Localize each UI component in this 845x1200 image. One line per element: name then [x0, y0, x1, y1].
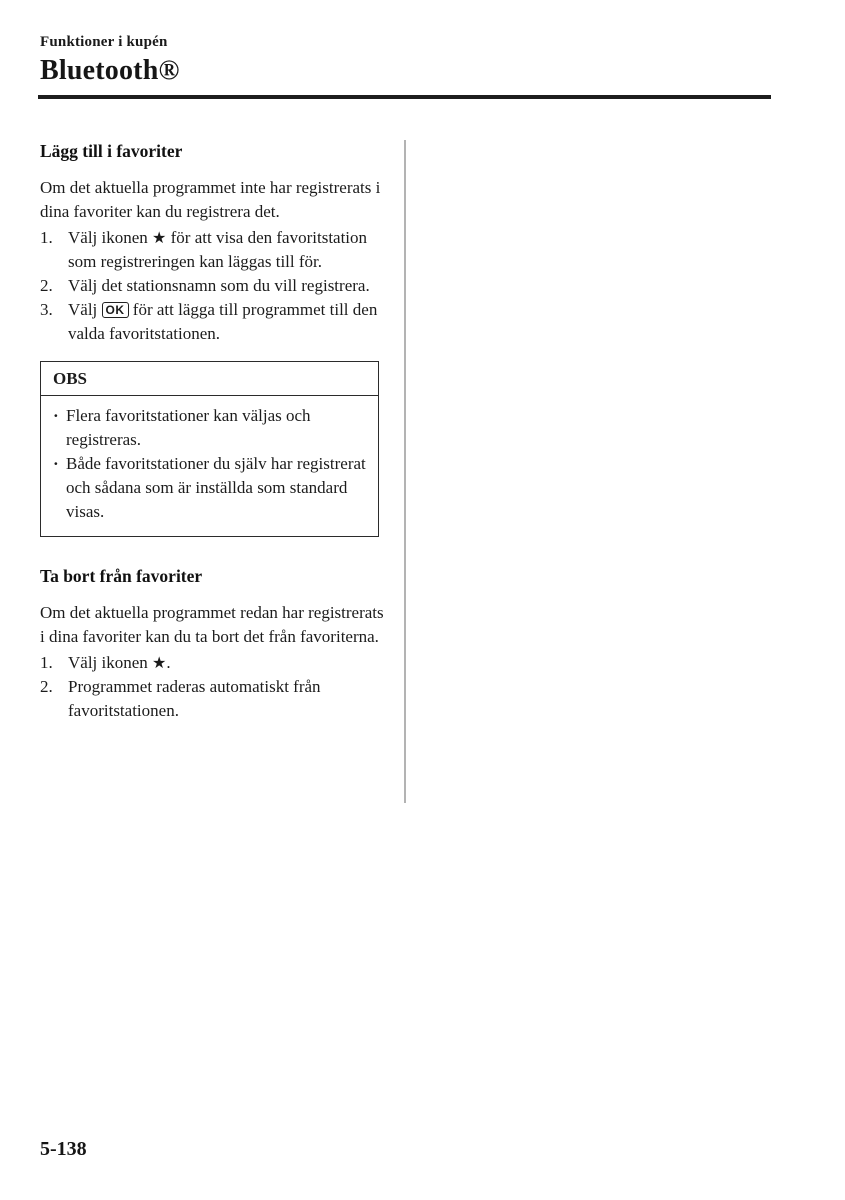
column-divider: [404, 140, 406, 803]
numbered-step-list: [40, 226, 388, 346]
list-item: [53, 404, 368, 452]
list-item: [40, 226, 388, 274]
step-text: Välj det stationsnamn som du vill registrera.: [68, 276, 370, 295]
step-text-pre: Välj: [68, 300, 98, 319]
section-heading: Lägg till i favoriter: [40, 141, 183, 161]
section-intro: Om det aktuella programmet inte har registrerats i dina favoriter kan du registrera det.: [40, 178, 381, 221]
note-body: [41, 396, 378, 536]
bullet-icon: ·: [53, 406, 59, 425]
step-number: 3.: [40, 300, 53, 319]
step-text: [68, 651, 388, 675]
ok-button-icon: OK: [102, 302, 129, 318]
step-number: 2.: [40, 276, 53, 295]
note-title: OBS: [41, 362, 378, 396]
step-text-pre: Välj ikonen: [68, 228, 148, 247]
list-item: [53, 452, 368, 524]
note-list: [53, 404, 368, 524]
page-title: Bluetooth®: [40, 55, 180, 86]
step-text-post: för att lägga till programmet till den valda favoritstationen.: [68, 300, 378, 343]
section-remove-from-favorites: [40, 565, 388, 723]
note-item-text: Flera favoritstationer kan väljas och registreras.: [66, 406, 311, 449]
step-text-pre: Välj ikonen: [68, 653, 148, 672]
note-box: [40, 361, 379, 537]
list-item: [40, 651, 388, 675]
section-heading: Ta bort från favoriter: [40, 566, 203, 586]
left-column: [40, 140, 388, 723]
chapter-label: Funktioner i kupén: [40, 34, 168, 50]
bullet-icon: ·: [53, 454, 59, 473]
list-item: [40, 298, 388, 346]
step-text-post: för att visa den favoritstation som registreringen kan läggas till för.: [68, 228, 368, 271]
section-add-to-favorites: [40, 140, 388, 346]
note-item-text: Både favoritstationer du själv har registrerat och sådana som är inställda som standard visas.: [66, 454, 366, 521]
page-header: [40, 34, 780, 87]
step-number: 2.: [40, 677, 53, 696]
step-number: 1.: [40, 653, 53, 672]
header-rule: [38, 95, 771, 99]
step-text: Programmet raderas automatiskt från favoritstationen.: [68, 677, 321, 720]
star-icon: ★: [152, 228, 167, 247]
step-number: 1.: [40, 228, 53, 247]
step-text: [68, 298, 388, 346]
section-intro: Om det aktuella programmet redan har registrerats i dina favoriter kan du ta bort det från favoriterna.: [40, 603, 384, 646]
step-text: [68, 226, 388, 274]
star-icon: ★: [152, 653, 167, 672]
list-item: [40, 274, 388, 298]
numbered-step-list: [40, 651, 388, 723]
list-item: [40, 675, 388, 723]
step-text-post: .: [166, 653, 171, 672]
page-number: 5-138: [40, 1138, 87, 1160]
